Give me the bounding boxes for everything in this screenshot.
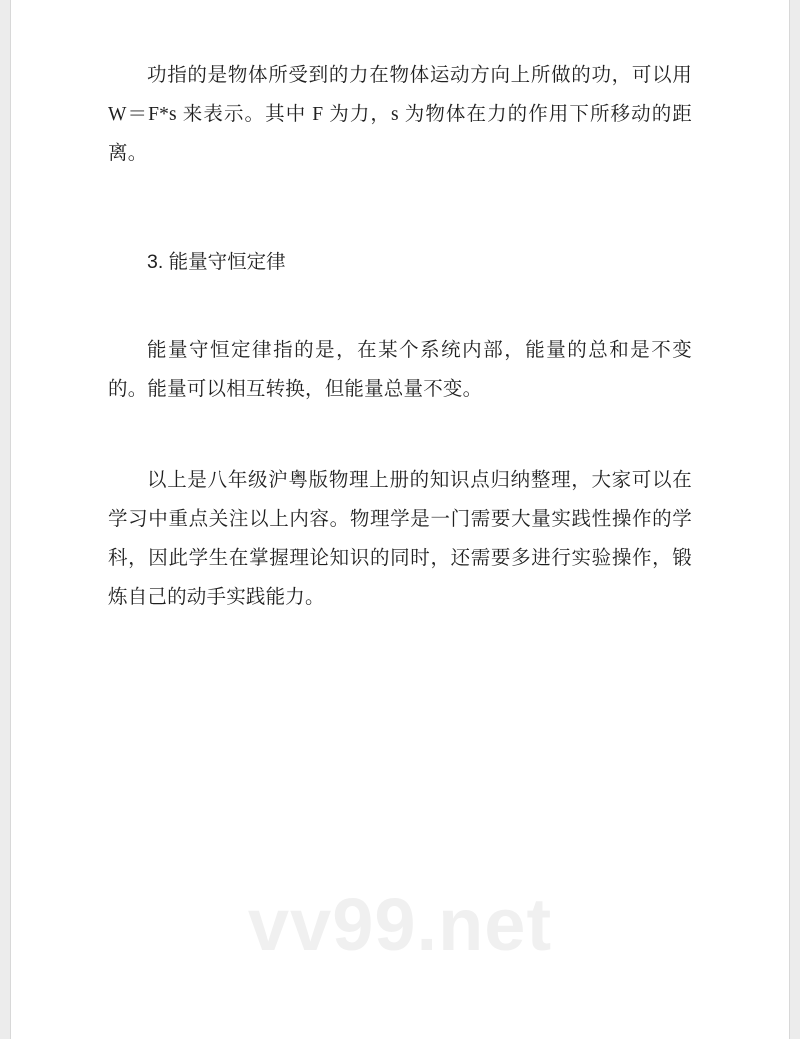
document-body [108, 56, 692, 617]
paragraph-work-definition: 功指的是物体所受到的力在物体运动方向上所做的功，可以用 W＝F*s 来表示。其中 F 为力，s 为物体在力的作用下所移动的距离。 [108, 65, 692, 164]
spacer [108, 173, 692, 245]
page-left-edge [0, 0, 10, 1039]
spacer [108, 409, 692, 461]
page-left-rule [10, 0, 11, 1039]
watermark: vv99.net [247, 883, 553, 966]
spacer [108, 279, 692, 331]
heading-energy-conservation: 3. 能量守恒定律 [147, 251, 286, 273]
paragraph-energy-conservation-body: 能量守恒定律指的是，在某个系统内部，能量的总和是不变的。能量可以相互转换，但能量总量不变。 [108, 340, 692, 400]
page-right-edge [790, 0, 800, 1039]
paragraph-summary: 以上是八年级沪粤版物理上册的知识点归纳整理，大家可以在学习中重点关注以上内容。物理学是一门需要大量实践性操作的学科，因此学生在掌握理论知识的同时，还需要多进行实验操作，锻炼自己的动手实践能力。 [108, 470, 692, 608]
page-right-rule [789, 0, 790, 1039]
